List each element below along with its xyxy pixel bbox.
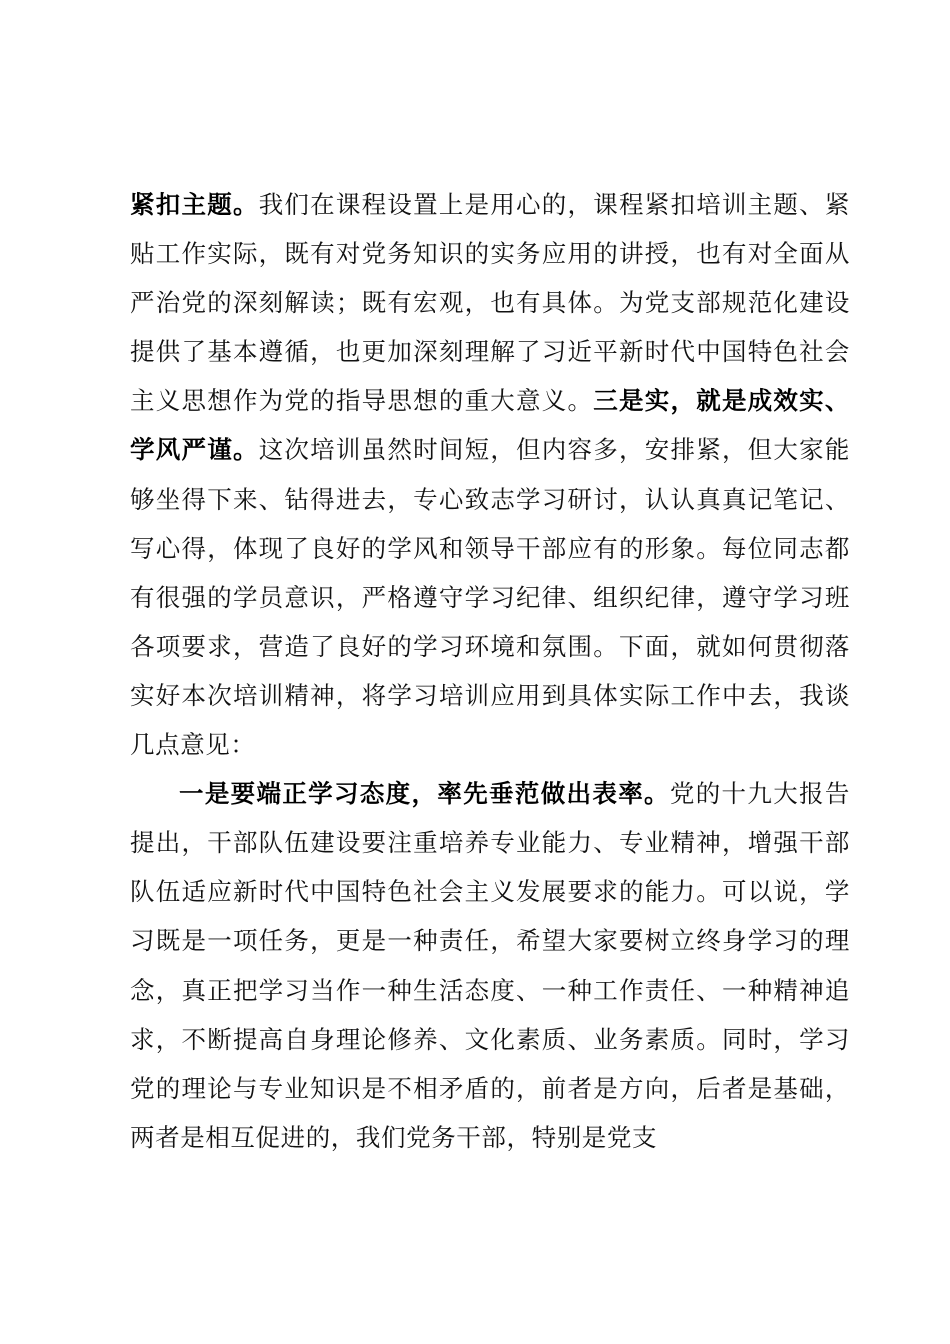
paragraph-point-one <box>130 769 850 1162</box>
paragraph-text: 这次培训虽然时间短，但内容多，安排紧，但大家能够坐得下来、钻得进去，专心致志学习研讨，认认真真记笔记、写心得，体现了良好的学风和领导干部应有的形象。每位同志都有很强的学员意识，严格遵守学习纪律、组织纪律，遵守学习班各项要求，营造了良好的学习环境和氛围。下面，就如何贯彻落实好本次培训精神，将学习培训应用到具体实际工作中去，我谈几点意见： <box>130 435 850 760</box>
paragraph-text: 党的十九大报告提出，干部队伍建设要注重培养专业能力、专业精神，增强干部队伍适应新时代中国特色社会主义发展要求的能力。可以说，学习既是一项任务，更是一种责任，希望大家要树立终身学习的理念，真正把学习当作一种生活态度、一种工作责任、一种精神追求，不断提高自身理论修养、文化素质、业务素质。同时，学习党的理论与专业知识是不相矛盾的，前者是方向，后者是基础，两者是相互促进的，我们党务干部，特别是党支 <box>130 779 850 1152</box>
bold-heading-point-three: 三是实，就是成效实、学风严谨。 <box>130 386 850 465</box>
document-body <box>130 180 850 1162</box>
bold-heading-lead: 紧扣主题。 <box>130 190 259 219</box>
bold-heading-point-one: 一是要端正学习态度，率先垂范做出表率。 <box>179 779 670 809</box>
paragraph-continuation <box>130 180 850 769</box>
paragraph-text: 我们在课程设置上是用心的，课程紧扣培训主题、紧贴工作实际，既有对党务知识的实务应用的讲授，也有对全面从严治党的深刻解读；既有宏观，也有具体。为党支部规范化建设提供了基本遵循，也更加深刻理解了习近平新时代中国特色社会主义思想作为党的指导思想的重大意义。 <box>130 190 850 416</box>
